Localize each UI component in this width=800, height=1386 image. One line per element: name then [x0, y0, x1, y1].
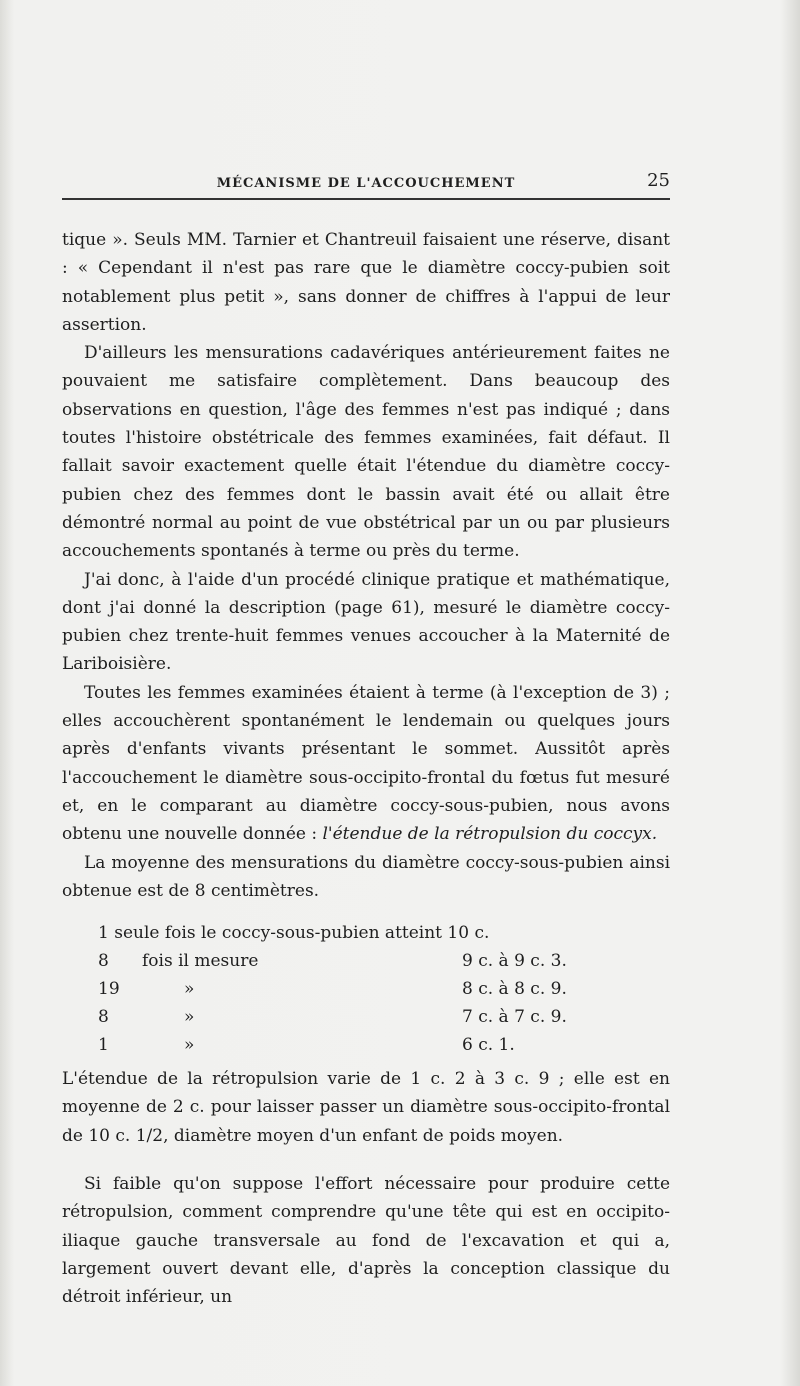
measurement-label: »	[184, 979, 195, 1000]
paragraph-7: Si faible qu'on suppose l'effort nécessaire pour produire cette rétropulsion, comment comprendre qu'une tête qui est en occipito-iliaque gauche transversale au fond de l'excavation et qui a, largement ouvert devant elle, d'après la conception classique du détroit inférieur, un	[62, 1174, 670, 1308]
measurement-range: 9 c. à 9 c. 3.	[462, 951, 567, 972]
paragraph-1: tique ». Seuls MM. Tarnier et Chantreuil faisaient une réserve, disant : « Cependant il n'est pas rare que le diamètre coccy-pubien soit notablement plus petit », sans donner de chiffres à l'appui de leur assertion.	[62, 230, 670, 335]
measurement-count: 8	[98, 951, 109, 972]
measurement-first-line: 1 seule fois le coccy-sous-pubien atteint 10 c.	[98, 923, 490, 944]
measurement-count: 8	[98, 1007, 109, 1028]
page-header	[62, 168, 670, 200]
paragraph-5: La moyenne des mensurations du diamètre coccy-sous-pubien ainsi obtenue est de 8 centimètres.	[62, 852, 670, 901]
measurement-row	[62, 1031, 670, 1059]
measurement-label: »	[184, 1035, 195, 1056]
measurement-row	[62, 975, 670, 1003]
measurement-label: »	[184, 1007, 195, 1028]
book-page	[62, 168, 670, 1312]
paragraph-4-italic: l'étendue de la rétropulsion du coccyx.	[322, 824, 658, 845]
paragraph-spacer	[62, 1150, 670, 1170]
paragraph-3: J'ai donc, à l'aide d'un procédé clinique pratique et mathématique, dont j'ai donné la description (page 61), mesuré le diamètre coccy-pubien chez trente-huit femmes venues accoucher à la Maternité de Lariboisière.	[62, 569, 670, 675]
measurement-range: 8 c. à 8 c. 9.	[462, 979, 567, 1000]
paragraph-6: L'étendue de la rétropulsion varie de 1 c. 2 à 3 c. 9 ; elle est en moyenne de 2 c. pour laisser passer un diamètre sous-occipito-frontal de 10 c. 1/2, diamètre moyen d'un enfant de poids moyen.	[62, 1069, 670, 1146]
paragraph-4-text: Toutes les femmes examinées étaient à terme (à l'exception de 3) ; elles accouchèrent spontanément le lendemain ou quelques jours après d'enfants vivants présentant le sommet. Aussitôt après l'accouchement le diamètre sous-occipito-frontal du fœtus fut mesuré et, en le comparant au diamètre coccy-sous-pubien, nous avons obtenu une nouvelle donnée :	[62, 682, 670, 845]
measurement-range: 7 c. à 7 c. 9.	[462, 1007, 567, 1028]
page-number: 25	[647, 170, 670, 191]
paragraph-4	[62, 679, 670, 849]
measurement-count: 19	[98, 979, 120, 1000]
measurement-row	[62, 947, 670, 975]
measurement-row	[62, 1003, 670, 1031]
measurement-label: fois il mesure	[142, 951, 259, 972]
paragraph-2: D'ailleurs les mensurations cadavériques antérieurement faites ne pouvaient me satisfaire complètement. Dans beaucoup des observations en question, l'âge des femmes n'est pas indiqué ; dans toutes l'histoire obstétricale des femmes examinées, fait défaut. Il fallait savoir exactement quelle était l'étendue du diamètre coccy-pubien chez des femmes dont le bassin avait été ou allait être démontré normal au point de vue obstétrical par un ou par plusieurs accouchements spontanés à terme ou près du terme.	[62, 343, 670, 562]
running-head: MÉCANISME DE L'ACCOUCHEMENT	[216, 176, 516, 191]
body-text	[62, 226, 670, 1312]
measurement-count: 1	[98, 1035, 109, 1056]
measurement-list	[62, 919, 670, 1059]
measurement-range: 6 c. 1.	[462, 1035, 515, 1056]
